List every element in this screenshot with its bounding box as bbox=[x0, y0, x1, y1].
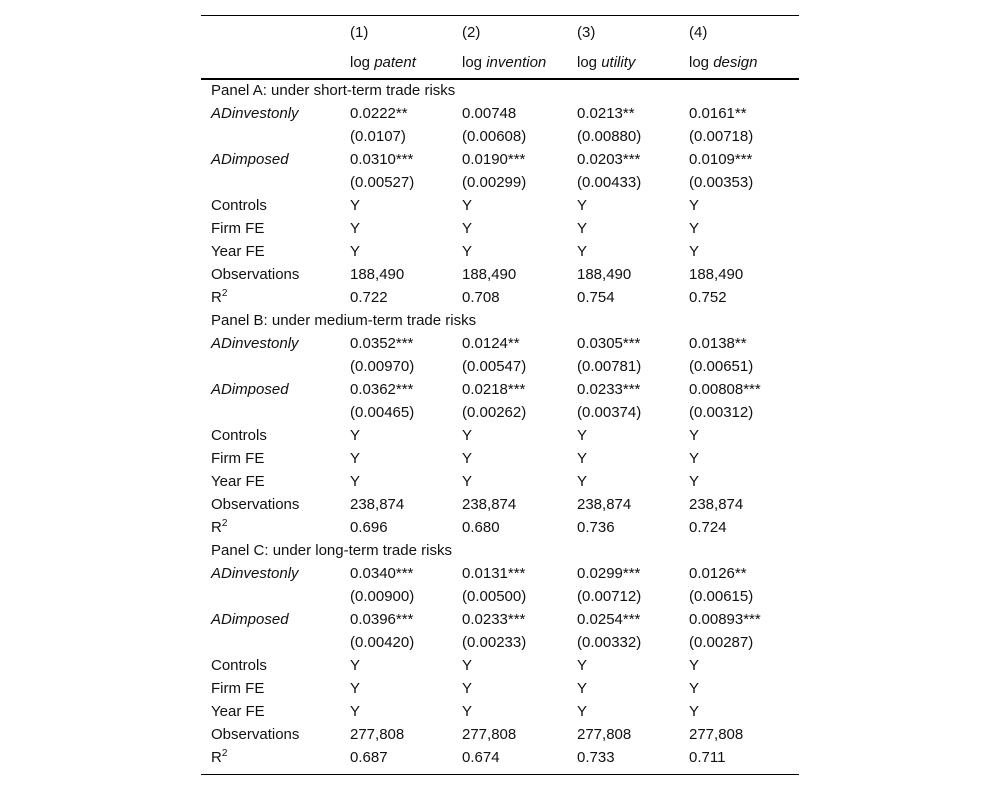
table-row bbox=[201, 654, 799, 677]
top-rule bbox=[201, 15, 799, 16]
table-row bbox=[201, 378, 799, 401]
table-row bbox=[201, 286, 799, 309]
table-cell: Y bbox=[350, 657, 361, 674]
table-cell: Y bbox=[577, 243, 588, 260]
table-cell: Y bbox=[350, 427, 361, 444]
row-label bbox=[211, 700, 265, 723]
row-label bbox=[211, 194, 267, 217]
row-label bbox=[211, 286, 227, 309]
table-cell: 0.0126** bbox=[689, 565, 747, 582]
row-label-text: Controls bbox=[211, 427, 267, 444]
row-label bbox=[211, 746, 227, 769]
table-cell: (0.00970) bbox=[350, 358, 415, 375]
row-label bbox=[211, 148, 289, 171]
log-prefix: log bbox=[350, 54, 371, 71]
table-cell: (0.00547) bbox=[462, 358, 527, 375]
table-row bbox=[201, 240, 799, 263]
row-label-text: Observations bbox=[211, 726, 300, 743]
row-label-text: ADimposed bbox=[211, 611, 289, 628]
table-cell: Y bbox=[350, 473, 361, 490]
table-cell: (0.00527) bbox=[350, 174, 415, 191]
table-cell: (0.00262) bbox=[462, 404, 527, 421]
table-cell: Y bbox=[689, 220, 700, 237]
table-row bbox=[201, 562, 799, 585]
table-cell: Y bbox=[350, 197, 361, 214]
superscript: 2 bbox=[221, 518, 228, 529]
table-cell: 0.736 bbox=[577, 519, 615, 536]
table-cell: 0.0362*** bbox=[350, 381, 414, 398]
table-cell: (0.00233) bbox=[462, 634, 527, 651]
table-cell: (0.00299) bbox=[462, 174, 527, 191]
depvar-name: patent bbox=[374, 54, 416, 71]
table-cell: Y bbox=[689, 197, 700, 214]
column-header-4 bbox=[689, 51, 757, 74]
row-label bbox=[211, 470, 265, 493]
table-cell: Y bbox=[462, 657, 473, 674]
table-row bbox=[201, 470, 799, 493]
table-row bbox=[201, 171, 799, 194]
table-cell: 0.00893*** bbox=[689, 611, 761, 628]
table-cell: Y bbox=[350, 220, 361, 237]
table-cell: Y bbox=[577, 450, 588, 467]
table-cell: 0.696 bbox=[350, 519, 388, 536]
table-row bbox=[201, 194, 799, 217]
table-cell: 188,490 bbox=[577, 266, 632, 283]
table-cell: 0.711 bbox=[689, 749, 726, 766]
table-cell: 0.752 bbox=[689, 289, 727, 306]
table-cell: (0.0107) bbox=[350, 128, 406, 145]
table-cell: (0.00651) bbox=[689, 358, 754, 375]
table-cell: 0.687 bbox=[350, 749, 388, 766]
table-cell: Y bbox=[462, 450, 473, 467]
panel-title: Panel A: under short-term trade risks bbox=[211, 82, 456, 99]
table-cell: 277,808 bbox=[350, 726, 405, 743]
table-cell: (0.00712) bbox=[577, 588, 642, 605]
table-cell: Y bbox=[689, 427, 700, 444]
table-cell: 0.722 bbox=[350, 289, 388, 306]
table-cell: (0.00332) bbox=[577, 634, 642, 651]
table-cell: 238,874 bbox=[350, 496, 405, 513]
table-cell: Y bbox=[577, 473, 588, 490]
depvar-name: design bbox=[713, 54, 758, 71]
table-cell: Y bbox=[689, 680, 700, 697]
table-cell: Y bbox=[462, 473, 473, 490]
log-prefix: log bbox=[689, 54, 710, 71]
row-label bbox=[211, 677, 264, 700]
column-header-2 bbox=[462, 51, 546, 74]
superscript: 2 bbox=[221, 748, 228, 759]
row-label-text: Controls bbox=[211, 657, 267, 674]
column-number-4: (4) bbox=[689, 24, 708, 41]
table-cell: 277,808 bbox=[577, 726, 632, 743]
header-row-column-numbers bbox=[201, 21, 799, 44]
table-cell: Y bbox=[689, 243, 700, 260]
depvar-name: utility bbox=[601, 54, 636, 71]
row-label-text: ADimposed bbox=[211, 381, 289, 398]
table-cell: 277,808 bbox=[462, 726, 517, 743]
table-cell: 188,490 bbox=[689, 266, 744, 283]
table-cell: Y bbox=[577, 197, 588, 214]
row-label bbox=[211, 240, 265, 263]
row-label-text: ADimposed bbox=[211, 151, 289, 168]
table-cell: 0.0138** bbox=[689, 335, 747, 352]
table-cell: Y bbox=[350, 703, 361, 720]
row-label-text: Year FE bbox=[211, 703, 265, 720]
table-cell: 0.0299*** bbox=[577, 565, 641, 582]
row-label-text: Firm FE bbox=[211, 680, 265, 697]
table-cell: Y bbox=[577, 657, 588, 674]
table-cell: Y bbox=[577, 703, 588, 720]
row-label-text: ADinvestonly bbox=[211, 565, 299, 582]
row-label-text: ADinvestonly bbox=[211, 105, 299, 122]
table-cell: Y bbox=[689, 473, 700, 490]
table-cell: (0.00353) bbox=[689, 174, 754, 191]
column-header-1 bbox=[350, 51, 416, 74]
table-cell: (0.00615) bbox=[689, 588, 754, 605]
table-cell: 0.0213** bbox=[577, 105, 635, 122]
row-label bbox=[211, 378, 289, 401]
row-label bbox=[211, 447, 264, 470]
table-cell: Y bbox=[689, 657, 700, 674]
table-cell: 188,490 bbox=[462, 266, 517, 283]
table-row bbox=[201, 355, 799, 378]
row-label-text: R bbox=[211, 749, 222, 766]
row-label-text: Observations bbox=[211, 496, 300, 513]
table-cell: 0.0222** bbox=[350, 105, 408, 122]
table-cell: 0.0340*** bbox=[350, 565, 414, 582]
header-row-dependent-variables bbox=[201, 51, 799, 74]
row-label bbox=[211, 424, 267, 447]
table-cell: 0.733 bbox=[577, 749, 615, 766]
row-label-text: R bbox=[211, 519, 222, 536]
table-cell: 0.754 bbox=[577, 289, 615, 306]
table-cell: (0.00900) bbox=[350, 588, 415, 605]
column-number-1: (1) bbox=[350, 24, 369, 41]
column-number-3: (3) bbox=[577, 24, 596, 41]
log-prefix: log bbox=[577, 54, 598, 71]
table-cell: Y bbox=[577, 427, 588, 444]
log-prefix: log bbox=[462, 54, 483, 71]
table-cell: 0.0109*** bbox=[689, 151, 753, 168]
row-label bbox=[211, 493, 299, 516]
row-label bbox=[211, 516, 227, 539]
column-number-2: (2) bbox=[462, 24, 481, 41]
table-cell: (0.00500) bbox=[462, 588, 527, 605]
table-row bbox=[201, 102, 799, 125]
table-cell: 0.0161** bbox=[689, 105, 747, 122]
table-cell: 0.0233*** bbox=[462, 611, 526, 628]
table-cell: 0.0352*** bbox=[350, 335, 414, 352]
table-row bbox=[201, 493, 799, 516]
panel-title-row bbox=[201, 539, 799, 562]
table-cell: 0.0124** bbox=[462, 335, 520, 352]
column-header-3 bbox=[577, 51, 635, 74]
table-row bbox=[201, 125, 799, 148]
table-row bbox=[201, 148, 799, 171]
table-cell: (0.00608) bbox=[462, 128, 527, 145]
table-cell: 0.0254*** bbox=[577, 611, 641, 628]
bottom-rule bbox=[201, 774, 799, 775]
panel-title-row bbox=[201, 79, 799, 102]
table-cell: 0.0190*** bbox=[462, 151, 526, 168]
row-label bbox=[211, 654, 267, 677]
row-label bbox=[211, 332, 299, 355]
table-row bbox=[201, 677, 799, 700]
row-label-text: Year FE bbox=[211, 473, 265, 490]
table-cell: 0.0396*** bbox=[350, 611, 414, 628]
row-label bbox=[211, 263, 299, 286]
table-cell: Y bbox=[462, 680, 473, 697]
table-cell: (0.00374) bbox=[577, 404, 642, 421]
table-cell: 238,874 bbox=[462, 496, 517, 513]
table-cell: Y bbox=[462, 220, 473, 237]
table-cell: 238,874 bbox=[577, 496, 632, 513]
table-cell: 0.708 bbox=[462, 289, 500, 306]
row-label-text: Controls bbox=[211, 197, 267, 214]
table-cell: Y bbox=[577, 220, 588, 237]
table-cell: 0.00748 bbox=[462, 105, 517, 122]
row-label bbox=[211, 217, 264, 240]
depvar-name: invention bbox=[486, 54, 547, 71]
table-cell: 188,490 bbox=[350, 266, 405, 283]
table-cell: Y bbox=[577, 680, 588, 697]
table-row bbox=[201, 585, 799, 608]
table-row bbox=[201, 746, 799, 769]
table-row bbox=[201, 608, 799, 631]
table-cell: Y bbox=[689, 450, 700, 467]
table-cell: Y bbox=[462, 243, 473, 260]
table-row bbox=[201, 723, 799, 746]
table-row bbox=[201, 263, 799, 286]
panel-title: Panel C: under long-term trade risks bbox=[211, 542, 452, 559]
table-cell: 0.674 bbox=[462, 749, 500, 766]
table-cell: Y bbox=[350, 243, 361, 260]
table-cell: Y bbox=[689, 703, 700, 720]
table-cell: (0.00312) bbox=[689, 404, 754, 421]
table-cell: (0.00465) bbox=[350, 404, 415, 421]
table-cell: Y bbox=[462, 427, 473, 444]
table-cell: Y bbox=[462, 703, 473, 720]
table-cell: 277,808 bbox=[689, 726, 744, 743]
panel-title: Panel B: under medium-term trade risks bbox=[211, 312, 477, 329]
table-cell: Y bbox=[350, 450, 361, 467]
table-row bbox=[201, 700, 799, 723]
row-label-text: Year FE bbox=[211, 243, 265, 260]
panel-title-row bbox=[201, 309, 799, 332]
table-row bbox=[201, 217, 799, 240]
table-cell: 0.00808*** bbox=[689, 381, 761, 398]
row-label-text: Firm FE bbox=[211, 220, 265, 237]
table-cell: (0.00287) bbox=[689, 634, 754, 651]
table-cell: (0.00781) bbox=[577, 358, 642, 375]
table-cell: 0.724 bbox=[689, 519, 727, 536]
table-cell: (0.00718) bbox=[689, 128, 754, 145]
table-cell: 0.0310*** bbox=[350, 151, 414, 168]
table-cell: 0.0305*** bbox=[577, 335, 641, 352]
table-cell: 0.0218*** bbox=[462, 381, 526, 398]
table-cell: (0.00433) bbox=[577, 174, 642, 191]
table-cell: 0.0131*** bbox=[462, 565, 526, 582]
row-label bbox=[211, 608, 289, 631]
table-cell: 0.0203*** bbox=[577, 151, 641, 168]
table-cell: 0.680 bbox=[462, 519, 500, 536]
row-label bbox=[211, 723, 299, 746]
table-row bbox=[201, 401, 799, 424]
table-row bbox=[201, 424, 799, 447]
row-label-text: ADinvestonly bbox=[211, 335, 299, 352]
table-cell: 0.0233*** bbox=[577, 381, 641, 398]
table-row bbox=[201, 332, 799, 355]
table-row bbox=[201, 516, 799, 539]
table-cell: (0.00420) bbox=[350, 634, 415, 651]
table-row bbox=[201, 447, 799, 470]
row-label bbox=[211, 562, 299, 585]
row-label-text: Observations bbox=[211, 266, 300, 283]
table-cell: (0.00880) bbox=[577, 128, 642, 145]
table-cell: Y bbox=[462, 197, 473, 214]
table-cell: Y bbox=[350, 680, 361, 697]
row-label bbox=[211, 102, 299, 125]
table-row bbox=[201, 631, 799, 654]
superscript: 2 bbox=[221, 288, 228, 299]
row-label-text: R bbox=[211, 289, 222, 306]
row-label-text: Firm FE bbox=[211, 450, 265, 467]
table-cell: 238,874 bbox=[689, 496, 744, 513]
